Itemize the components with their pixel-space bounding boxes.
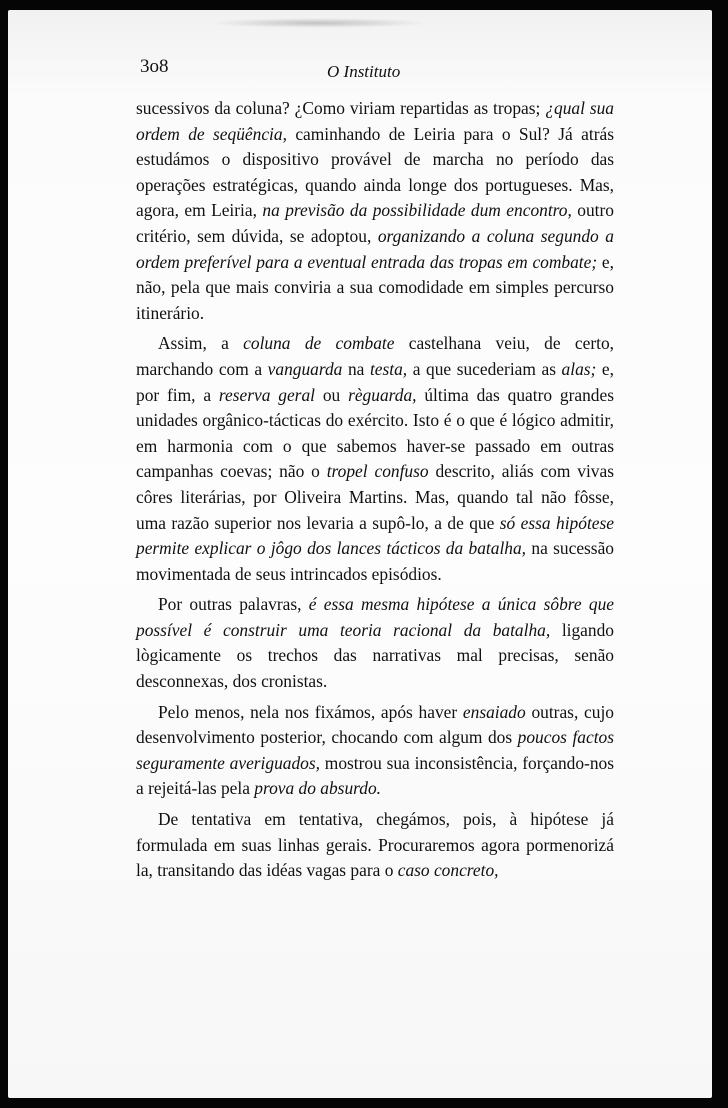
running-title: O Instituto (327, 62, 401, 81)
italic-span: testa, (369, 358, 408, 379)
paragraph-3 (136, 592, 614, 694)
text-span: ligando lògicamente os trechos das narrativas mal precisas, senão desconnexas, dos cronistas. (136, 619, 614, 692)
text-span: última das quatro grandes unidades orgânico-tácticas do exército. Isto é o que é lógico admitir, em harmonia com o que sabemos haver-se passado em outras campanhas coevas; não o (136, 384, 614, 482)
text-span: e, por fim, a (136, 358, 614, 405)
italic-span: ¿qual sua ordem de seqüência, (136, 98, 614, 144)
italic-span: coluna de combate (243, 333, 395, 354)
italic-span: tropel confuso (326, 461, 429, 482)
text-span: caminhando de Leiria para o Sul? Já atrás estudámos o dispositivo provável de marcha no período das operações estratégicas, quando ainda longe dos portugueses. Mas, agora, em Leiria, (136, 123, 614, 221)
italic-span: règuarda, (348, 384, 417, 405)
body-text (136, 96, 614, 889)
italic-span: vanguarda (267, 358, 343, 379)
italic-span: prova do absurdo. (254, 778, 382, 799)
italic-span: reserva geral (218, 384, 315, 405)
text-span: ou (314, 384, 349, 405)
paragraph-1 (136, 96, 614, 326)
text-span: Pelo menos, nela nos fixámos, após haver (158, 701, 463, 722)
paragraph-2 (136, 331, 614, 587)
text-span: Assim, a (158, 333, 244, 354)
italic-span: ensaiado (462, 701, 526, 722)
scan-smudge (208, 18, 428, 28)
text-span: na (342, 358, 370, 379)
italic-span: é essa mesma hipótese a única sôbre que possível é construir uma teoria racional da batalha, (136, 594, 614, 640)
italic-span: organizando a coluna segundo a ordem preferível para a eventual entrada das tropas em combate; (136, 225, 614, 272)
paragraph-4 (136, 700, 614, 802)
page-number: 3o8 (140, 56, 169, 77)
text-span: outras, cujo desenvolvimento posterior, chocando com algum dos (136, 701, 614, 748)
text-span: outro critério, sem dúvida, se adoptou, (136, 200, 614, 246)
text-span: a que sucederiam as (407, 358, 562, 379)
paragraph-5 (136, 807, 614, 884)
text-span: castelhana veiu, de certo, marchando com a (136, 333, 614, 379)
italic-span: na previsão da possibilidade dum encontro, (262, 200, 572, 221)
italic-span: poucos factos seguramente averiguados, (136, 727, 614, 773)
text-span: descrito, aliás com vivas côres literárias, por Oliveira Martins. Mas, quando tal não fôsse, uma razão superior nos levaria a supô-lo, a de que (136, 461, 614, 533)
italic-span: alas; (561, 358, 597, 379)
page-header (130, 50, 610, 80)
text-span: mostrou sua inconsistência, forçando-nos a rejeitá-las pela (136, 752, 614, 799)
text-span: Por outras palavras, (158, 594, 309, 615)
text-span: na sucessão movimentada de seus intrincados episódios. (136, 538, 614, 584)
text-span: De tentativa em tentativa, chegámos, pois, à hipótese já formulada em suas linhas gerais. Procuraremos agora pormenorizá la, transitando das idéas vagas para o (136, 809, 614, 881)
text-span: sucessivos da coluna? ¿Como viriam repartidas as tropas; (136, 98, 546, 118)
italic-span: só essa hipótese permite explicar o jôgo dos lances tácticos da batalha, (136, 512, 614, 559)
text-span: e, não, pela que mais conviria a sua comodidade em simples percurso itinerário. (136, 251, 614, 323)
italic-span: caso concreto, (397, 860, 499, 881)
